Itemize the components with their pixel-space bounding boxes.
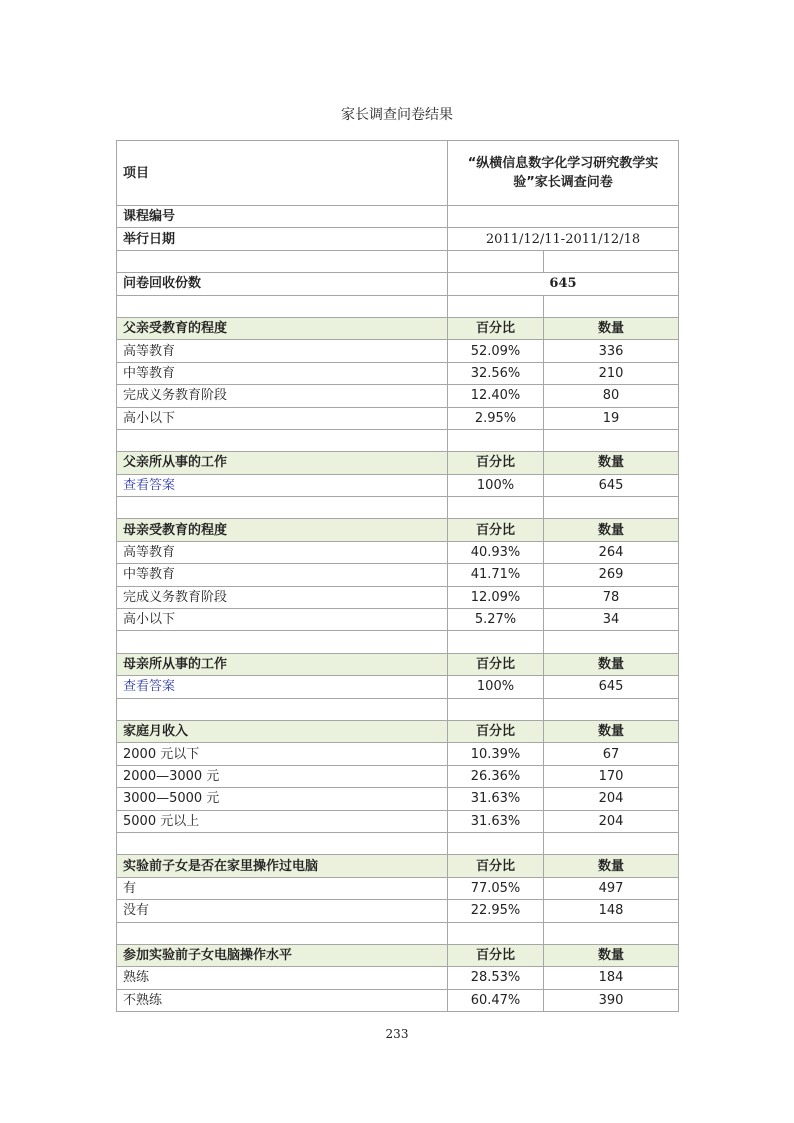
row-count: 204 [544,788,679,810]
table-row [117,765,679,787]
view-answers-text[interactable]: 查看答案 [123,477,176,493]
section-title: 母亲所从事的工作 [117,653,448,675]
row-label [117,586,448,608]
count-header: 数量 [544,720,679,742]
row-count: 80 [544,385,679,407]
row-count: 19 [544,407,679,429]
count-header: 数量 [544,317,679,339]
row-label-text: 高等教育 [123,545,176,561]
row-percent: 32.56% [448,362,544,384]
row-label-text: 中等教育 [123,365,176,381]
row-count: 210 [544,362,679,384]
percent-header: 百分比 [448,317,544,339]
percent-header: 百分比 [448,653,544,675]
row-percent: 52.09% [448,340,544,362]
row-percent: 12.40% [448,385,544,407]
section-header [117,720,679,742]
row-label-text: 不熟练 [123,992,163,1008]
row-label-text: 5000 元以上 [123,813,200,829]
row-percent: 100% [448,676,544,698]
count-header: 数量 [544,519,679,541]
row-count: 67 [544,743,679,765]
row-percent: 31.63% [448,788,544,810]
row-label [117,541,448,563]
row-count: 645 [544,676,679,698]
table-row [117,900,679,922]
row-count: 390 [544,989,679,1011]
table-row [117,474,679,496]
row-percent: 2.95% [448,407,544,429]
table-row [117,676,679,698]
section-title: 母亲受教育的程度 [117,519,448,541]
row-count: 269 [544,564,679,586]
row-count: 645 [544,474,679,496]
count-value: 645 [448,273,679,295]
page-number: 233 [385,1027,409,1041]
section-header [117,452,679,474]
row-count: 204 [544,810,679,832]
row-label [117,340,448,362]
row-label-text: 3000—5000 元 [123,791,220,807]
row-label [117,900,448,922]
row-percent: 77.05% [448,877,544,899]
page-title: 家长调查问卷结果 [341,107,453,123]
row-percent: 60.47% [448,989,544,1011]
table-row [117,541,679,563]
spacer-row [117,295,679,317]
row-count: 497 [544,877,679,899]
row-label [117,362,448,384]
row-percent: 10.39% [448,743,544,765]
view-answers-link[interactable] [117,474,448,496]
section-title: 父亲所从事的工作 [117,452,448,474]
row-count: 264 [544,541,679,563]
date-row [117,228,679,250]
row-label [117,989,448,1011]
survey-table-body [117,141,679,1012]
row-label-text: 高等教育 [123,343,176,359]
row-count: 170 [544,765,679,787]
spacer-row [117,429,679,451]
row-percent: 31.63% [448,810,544,832]
header-label: 项目 [117,141,448,206]
spacer-row [117,922,679,944]
percent-header: 百分比 [448,944,544,966]
view-answers-text[interactable]: 查看答案 [123,679,176,695]
table-row [117,340,679,362]
row-label [117,743,448,765]
section-title: 父亲受教育的程度 [117,317,448,339]
spacer-row [117,631,679,653]
count-label: 问卷回收份数 [117,273,448,295]
row-label-text: 2000 元以下 [123,746,200,762]
percent-header: 百分比 [448,519,544,541]
row-label [117,609,448,631]
row-label [117,967,448,989]
spacer-row [117,832,679,854]
section-header [117,855,679,877]
header-row [117,141,679,206]
view-answers-link[interactable] [117,676,448,698]
survey-results-table [116,140,679,1012]
percent-header: 百分比 [448,452,544,474]
table-row [117,989,679,1011]
row-label [117,765,448,787]
survey-name: “纵横信息数字化学习研究教学实验”家长调查问卷 [448,141,679,206]
row-count: 34 [544,609,679,631]
course-label: 课程编号 [117,206,448,228]
section-header [117,653,679,675]
row-percent: 5.27% [448,609,544,631]
row-label [117,810,448,832]
table-row [117,407,679,429]
section-header [117,944,679,966]
row-percent: 41.71% [448,564,544,586]
spacer-row [117,497,679,519]
spacer-row [117,698,679,720]
section-title: 实验前子女是否在家里操作过电脑 [117,855,448,877]
row-percent: 28.53% [448,967,544,989]
table-row [117,609,679,631]
row-label-text: 完成义务教育阶段 [123,589,228,605]
table-row [117,877,679,899]
row-label-text: 高小以下 [123,410,176,426]
row-label-text: 完成义务教育阶段 [123,388,228,404]
row-label-text: 中等教育 [123,567,176,583]
row-percent: 26.36% [448,765,544,787]
row-label-text: 熟练 [123,970,150,986]
row-count: 336 [544,340,679,362]
table-row [117,385,679,407]
course-value [448,206,679,228]
row-percent: 12.09% [448,586,544,608]
row-label-text: 有 [123,880,137,896]
date-value: 2011/12/11-2011/12/18 [448,228,679,250]
count-row [117,273,679,295]
row-count: 184 [544,967,679,989]
count-header: 数量 [544,944,679,966]
row-label [117,407,448,429]
row-label [117,877,448,899]
table-row [117,788,679,810]
spacer-row [117,250,679,272]
table-row [117,967,679,989]
row-label-text: 2000—3000 元 [123,768,220,784]
row-label-text: 没有 [123,903,150,919]
row-label [117,788,448,810]
row-label [117,564,448,586]
table-row [117,743,679,765]
section-title: 参加实验前子女电脑操作水平 [117,944,448,966]
row-count: 148 [544,900,679,922]
count-header: 数量 [544,653,679,675]
percent-header: 百分比 [448,720,544,742]
table-row [117,362,679,384]
row-percent: 40.93% [448,541,544,563]
row-count: 78 [544,586,679,608]
percent-header: 百分比 [448,855,544,877]
row-label [117,385,448,407]
date-label: 举行日期 [117,228,448,250]
table-row [117,810,679,832]
section-header [117,317,679,339]
section-header [117,519,679,541]
row-percent: 22.95% [448,900,544,922]
row-percent: 100% [448,474,544,496]
count-header: 数量 [544,452,679,474]
count-header: 数量 [544,855,679,877]
table-row [117,564,679,586]
course-row [117,206,679,228]
section-title: 家庭月收入 [117,720,448,742]
row-label-text: 高小以下 [123,612,176,628]
table-row [117,586,679,608]
